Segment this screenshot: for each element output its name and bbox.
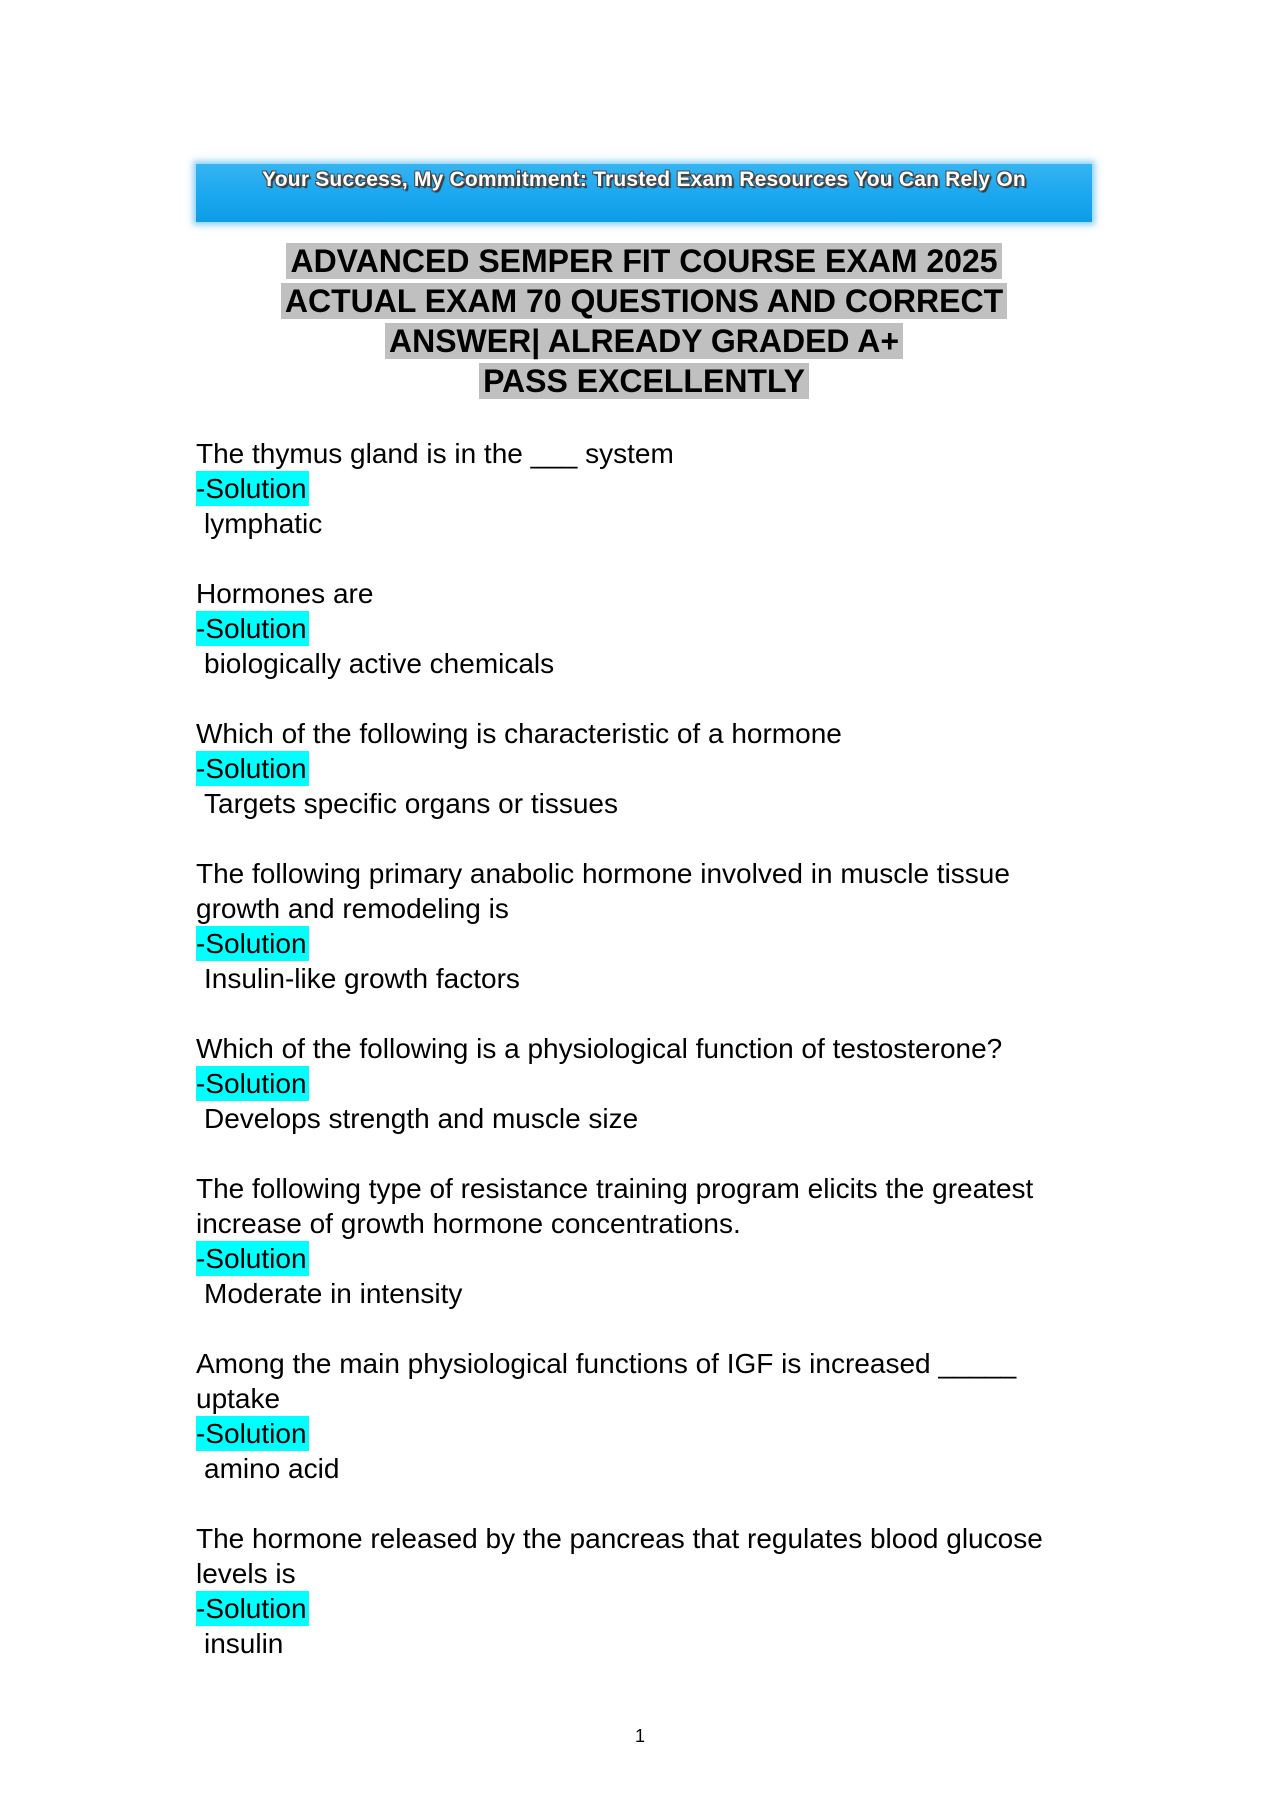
qa-item (196, 1171, 1096, 1311)
document-title (196, 241, 1092, 401)
banner-text: Your Success, My Commitment: Trusted Exam Resources You Can Rely On (262, 168, 1026, 191)
title-line: ACTUAL EXAM 70 QUESTIONS AND CORRECT (196, 281, 1092, 321)
qa-item (196, 1521, 1096, 1661)
question-text: The following type of resistance training program elicits the greatest increase of growth hormone concentrations. (196, 1173, 1034, 1239)
answer-text: Develops strength and muscle size (204, 1103, 639, 1134)
header-banner (196, 164, 1092, 222)
title-line: PASS EXCELLENTLY (196, 361, 1092, 401)
question-list (196, 436, 1096, 1696)
solution-label: -Solution (196, 1243, 307, 1274)
title-line: ADVANCED SEMPER FIT COURSE EXAM 2025 (196, 241, 1092, 281)
solution-label: -Solution (196, 753, 307, 784)
solution-label: -Solution (196, 613, 307, 644)
page-number: 1 (634, 1726, 645, 1746)
question-text: The hormone released by the pancreas that regulates blood glucose levels is (196, 1523, 1043, 1589)
answer-text: Targets specific organs or tissues (204, 788, 618, 819)
solution-label: -Solution (196, 1068, 307, 1099)
solution-label: -Solution (196, 1593, 307, 1624)
answer-text: biologically active chemicals (204, 648, 555, 679)
question-text: Among the main physiological functions of IGF is increased _____ uptake (196, 1348, 1017, 1414)
answer-text: insulin (204, 1628, 284, 1659)
qa-item (196, 1346, 1096, 1486)
title-line: ANSWER| ALREADY GRADED A+ (196, 321, 1092, 361)
solution-label: -Solution (196, 473, 307, 504)
answer-text: Moderate in intensity (204, 1278, 463, 1309)
question-text: The following primary anabolic hormone involved in muscle tissue growth and remodeling is (196, 858, 1010, 924)
qa-item (196, 436, 1096, 541)
answer-text: Insulin-like growth factors (204, 963, 520, 994)
qa-item (196, 716, 1096, 821)
question-text: The thymus gland is in the ___ system (196, 438, 674, 469)
question-text: Which of the following is characteristic of a hormone (196, 718, 842, 749)
answer-text: lymphatic (204, 508, 323, 539)
qa-item (196, 576, 1096, 681)
solution-label: -Solution (196, 928, 307, 959)
answer-text: amino acid (204, 1453, 340, 1484)
qa-item (196, 1031, 1096, 1136)
question-text: Hormones are (196, 578, 374, 609)
qa-item (196, 856, 1096, 996)
question-text: Which of the following is a physiological function of testosterone? (196, 1033, 1003, 1064)
solution-label: -Solution (196, 1418, 307, 1449)
